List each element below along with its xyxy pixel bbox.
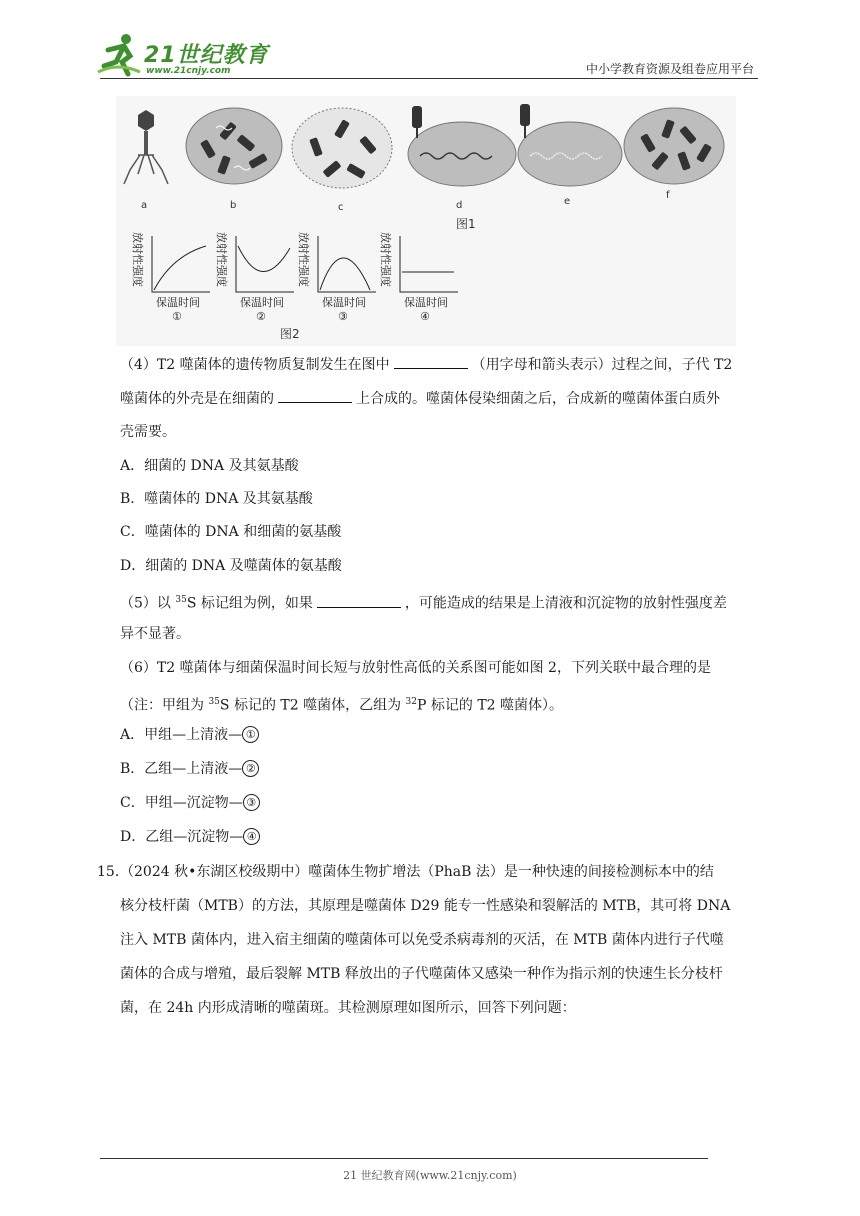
answer-blank[interactable] xyxy=(394,354,468,369)
q15-line-1: （2024 秋•东湖区校级期中）噬菌体生物扩增法（PhaB 法）是一种快速的间接检测标本中的结 xyxy=(120,864,714,880)
q4-line-3: 壳需要。 xyxy=(120,424,176,440)
fig1-caption: 图1 xyxy=(456,217,476,231)
svg-text:放射性强度: 放射性强度 xyxy=(215,232,228,287)
svg-text:保温时间: 保温时间 xyxy=(404,296,448,309)
svg-text:保温时间: 保温时间 xyxy=(240,296,284,309)
fig1-label-d: d xyxy=(456,200,463,211)
graph-3 xyxy=(297,232,376,323)
q6-line-2: （注：甲组为 $^{35}$S 标记的 T2 噬菌体，乙组为 $^{32}$P 标记的 T2 噬菌体）。 xyxy=(120,697,564,714)
svg-text:保温时间: 保温时间 xyxy=(322,296,366,309)
svg-text:保温时间: 保温时间 xyxy=(156,296,200,309)
q4-line-2: 噬菌体的外壳是在细菌的 上合成的。噬菌体侵染细菌之后，合成新的噬菌体蛋白质外 xyxy=(120,388,720,409)
cell-c-icon xyxy=(292,108,392,188)
svg-text:放射性强度: 放射性强度 xyxy=(131,232,144,287)
q6-option-c[interactable]: C．甲组—沉淀物— ③ xyxy=(120,793,260,813)
svg-text:③: ③ xyxy=(338,310,348,323)
answer-blank[interactable] xyxy=(317,593,401,608)
cell-e-icon xyxy=(518,104,622,186)
cell-f-icon xyxy=(624,108,724,184)
svg-text:②: ② xyxy=(256,310,266,323)
answer-blank[interactable] xyxy=(278,388,352,403)
graph-4 xyxy=(379,232,458,323)
cell-b-icon xyxy=(186,108,282,184)
platform-title: 中小学教育资源及组卷应用平台 xyxy=(585,62,754,76)
q4-line-1: （4）T2 噬菌体的遗传物质复制发生在图中 （用字母和箭头表示）过程之间，子代 T2 xyxy=(120,354,732,375)
q6-line-1: （6）T2 噬菌体与细菌保温时间长短与放射性高低的关系图可能如图 2，下列关联中最合理的是 xyxy=(120,660,711,676)
fig1-label-c: c xyxy=(338,202,344,213)
q15-line-5: 菌，在 24h 内形成清晰的噬菌斑。其检测原理如图所示，回答下列问题： xyxy=(120,1000,576,1016)
q4-option-c[interactable]: C．噬菌体的 DNA 和细菌的氨基酸 xyxy=(120,524,342,540)
q6-option-d[interactable]: D．乙组—沉淀物— ④ xyxy=(120,827,260,847)
footer-text: 21 世纪教育网(www.21cnjy.com) xyxy=(343,1169,517,1182)
phage-a-icon xyxy=(124,110,168,184)
logo-url: www.21cnjy.com xyxy=(146,66,231,76)
fig2-caption: 图2 xyxy=(280,327,300,341)
q6-option-b[interactable]: B．乙组—上清液— ② xyxy=(120,759,259,779)
runner-logo-icon xyxy=(96,32,142,78)
svg-text:①: ① xyxy=(172,310,182,323)
page-header xyxy=(96,30,760,80)
fig1-label-a: a xyxy=(141,200,148,211)
q5-line-2: 异不显著。 xyxy=(120,626,190,642)
logo-text: 21世纪教育 xyxy=(144,43,269,68)
graph-1 xyxy=(131,232,210,323)
graph-2 xyxy=(215,232,294,323)
q4-option-d[interactable]: D．细菌的 DNA 及噬菌体的氨基酸 xyxy=(120,558,342,574)
q4-option-a[interactable]: A．细菌的 DNA 及其氨基酸 xyxy=(120,458,299,474)
q15-line-4: 菌体的合成与增殖，最后裂解 MTB 释放出的子代噬菌体又感染一种作为指示剂的快速生长分枝杆 xyxy=(120,966,723,982)
figure-illustration xyxy=(116,96,736,346)
fig1-label-e: e xyxy=(564,196,571,207)
q15-line-3: 注入 MTB 菌体内，进入宿主细菌的噬菌体可以免受杀病毒剂的灭活，在 MTB 菌体内进行子代噬 xyxy=(120,932,724,948)
svg-text:放射性强度: 放射性强度 xyxy=(297,232,310,287)
fig1-label-f: f xyxy=(666,190,670,201)
fig1-label-b: b xyxy=(230,200,237,211)
cell-d-icon xyxy=(408,106,516,186)
q4-option-b[interactable]: B．噬菌体的 DNA 及其氨基酸 xyxy=(120,491,313,507)
header-divider xyxy=(100,78,758,79)
svg-text:④: ④ xyxy=(420,310,430,323)
footer-divider xyxy=(100,1158,708,1159)
q6-option-a[interactable]: A．甲组—上清液— ① xyxy=(120,725,259,745)
q15-number: 15． xyxy=(97,864,129,880)
q5-line-1: （5）以 $^{35}$S 标记组为例，如果 ，可能造成的结果是上清液和沉淀物的放射性强度差 xyxy=(120,590,727,614)
svg-text:放射性强度: 放射性强度 xyxy=(379,232,392,287)
q15-line-2: 核分枝杆菌（MTB）的方法，其原理是噬菌体 D29 能专一性感染和裂解活的 MTB，其可将 DNA xyxy=(120,898,731,914)
